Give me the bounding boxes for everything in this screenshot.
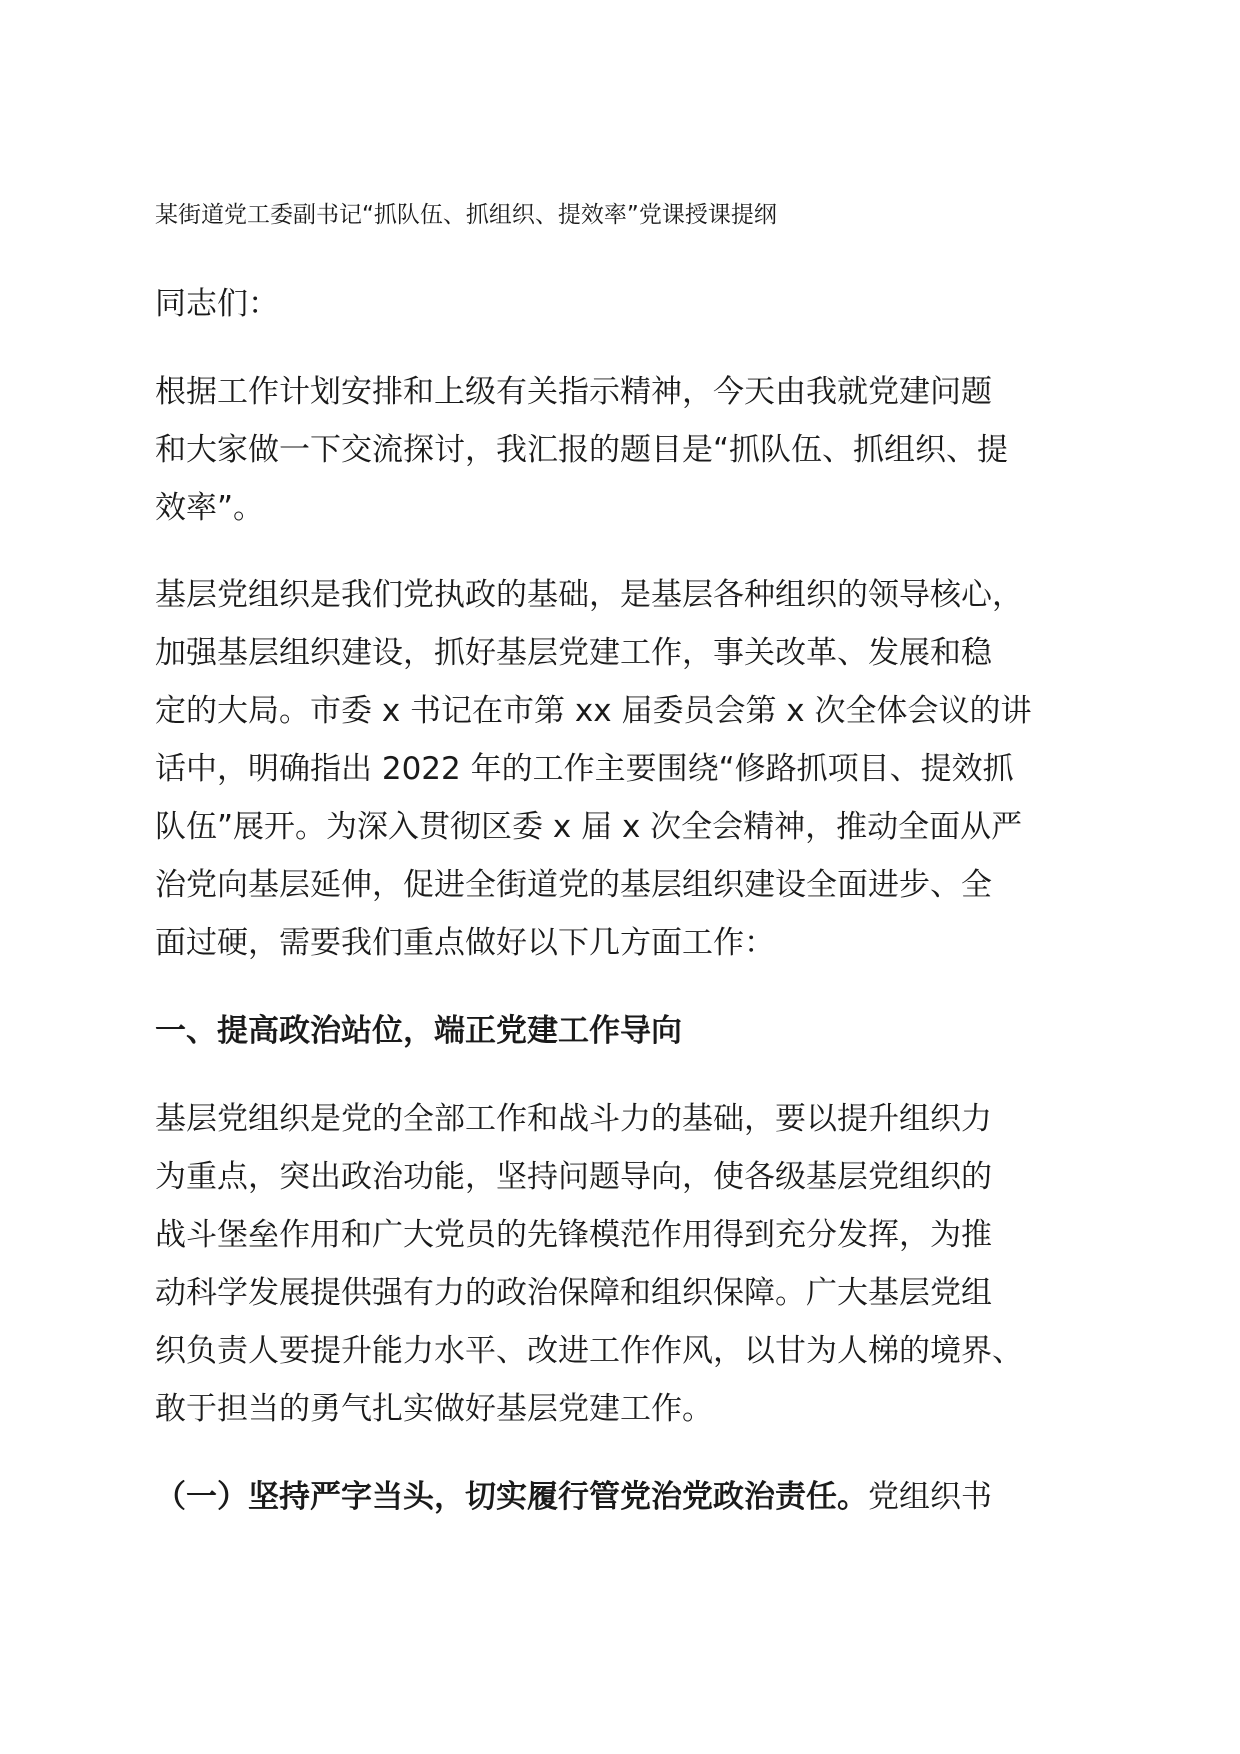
section-heading-1 bbox=[155, 1002, 1095, 1060]
paragraph-line: 动科学发展提供强有力的政治保障和组织保障。广大基层党组 bbox=[155, 1275, 992, 1311]
paragraph-line: 话中，明确指出 2022 年的工作主要围绕“修路抓项目、提效抓 bbox=[155, 751, 1014, 787]
paragraph-line: 治党向基层延伸，促进全街道党的基层组织建设全面进步、全 bbox=[155, 867, 992, 903]
document-title: 某街道党工委副书记“抓队伍、抓组织、提效率”党课授课提纲 bbox=[155, 202, 777, 228]
paragraph-line: 定的大局。市委 x 书记在市第 xx 届委员会第 x 次全体会议的讲 bbox=[155, 693, 1032, 729]
paragraph-line: 面过硬，需要我们重点做好以下几方面工作： bbox=[155, 925, 775, 961]
greeting-line: 同志们： bbox=[155, 286, 279, 322]
paragraph-line: 和大家做一下交流探讨，我汇报的题目是“抓队伍、抓组织、提 bbox=[155, 432, 1009, 468]
subsection-text: 党组织书 bbox=[868, 1479, 992, 1515]
paragraph-line: 加强基层组织建设，抓好基层党建工作，事关改革、发展和稳 bbox=[155, 635, 992, 671]
paragraph-subsection-1 bbox=[155, 1468, 1095, 1526]
paragraph-line: 根据工作计划安排和上级有关指示精神，今天由我就党建问题 bbox=[155, 374, 992, 410]
paragraph-background bbox=[155, 566, 1095, 972]
subsection-lead: （一）坚持严字当头，切实履行管党治党政治责任。 bbox=[155, 1479, 868, 1515]
paragraph-line bbox=[155, 1468, 1095, 1526]
heading-line: 一、提高政治站位，端正党建工作导向 bbox=[155, 1013, 682, 1049]
paragraph-line: 织负责人要提升能力水平、改进工作作风，以甘为人梯的境界、 bbox=[155, 1333, 1023, 1369]
paragraph-line: 基层党组织是我们党执政的基础，是基层各种组织的领导核心， bbox=[155, 577, 1023, 613]
paragraph-line: 敢于担当的勇气扎实做好基层党建工作。 bbox=[155, 1391, 713, 1427]
paragraph-line: 为重点，突出政治功能，坚持问题导向，使各级基层党组织的 bbox=[155, 1159, 992, 1195]
paragraph-intro bbox=[155, 363, 1095, 537]
paragraph-line: 队伍”展开。为深入贯彻区委 x 届 x 次全会精神，推动全面从严 bbox=[155, 809, 1023, 845]
paragraph-section-1 bbox=[155, 1090, 1095, 1438]
greeting bbox=[155, 275, 1095, 333]
paragraph-line: 基层党组织是党的全部工作和战斗力的基础，要以提升组织力 bbox=[155, 1101, 992, 1137]
paragraph-line: 效率”。 bbox=[155, 490, 265, 526]
paragraph-line: 战斗堡垒作用和广大党员的先锋模范作用得到充分发挥，为推 bbox=[155, 1217, 992, 1253]
